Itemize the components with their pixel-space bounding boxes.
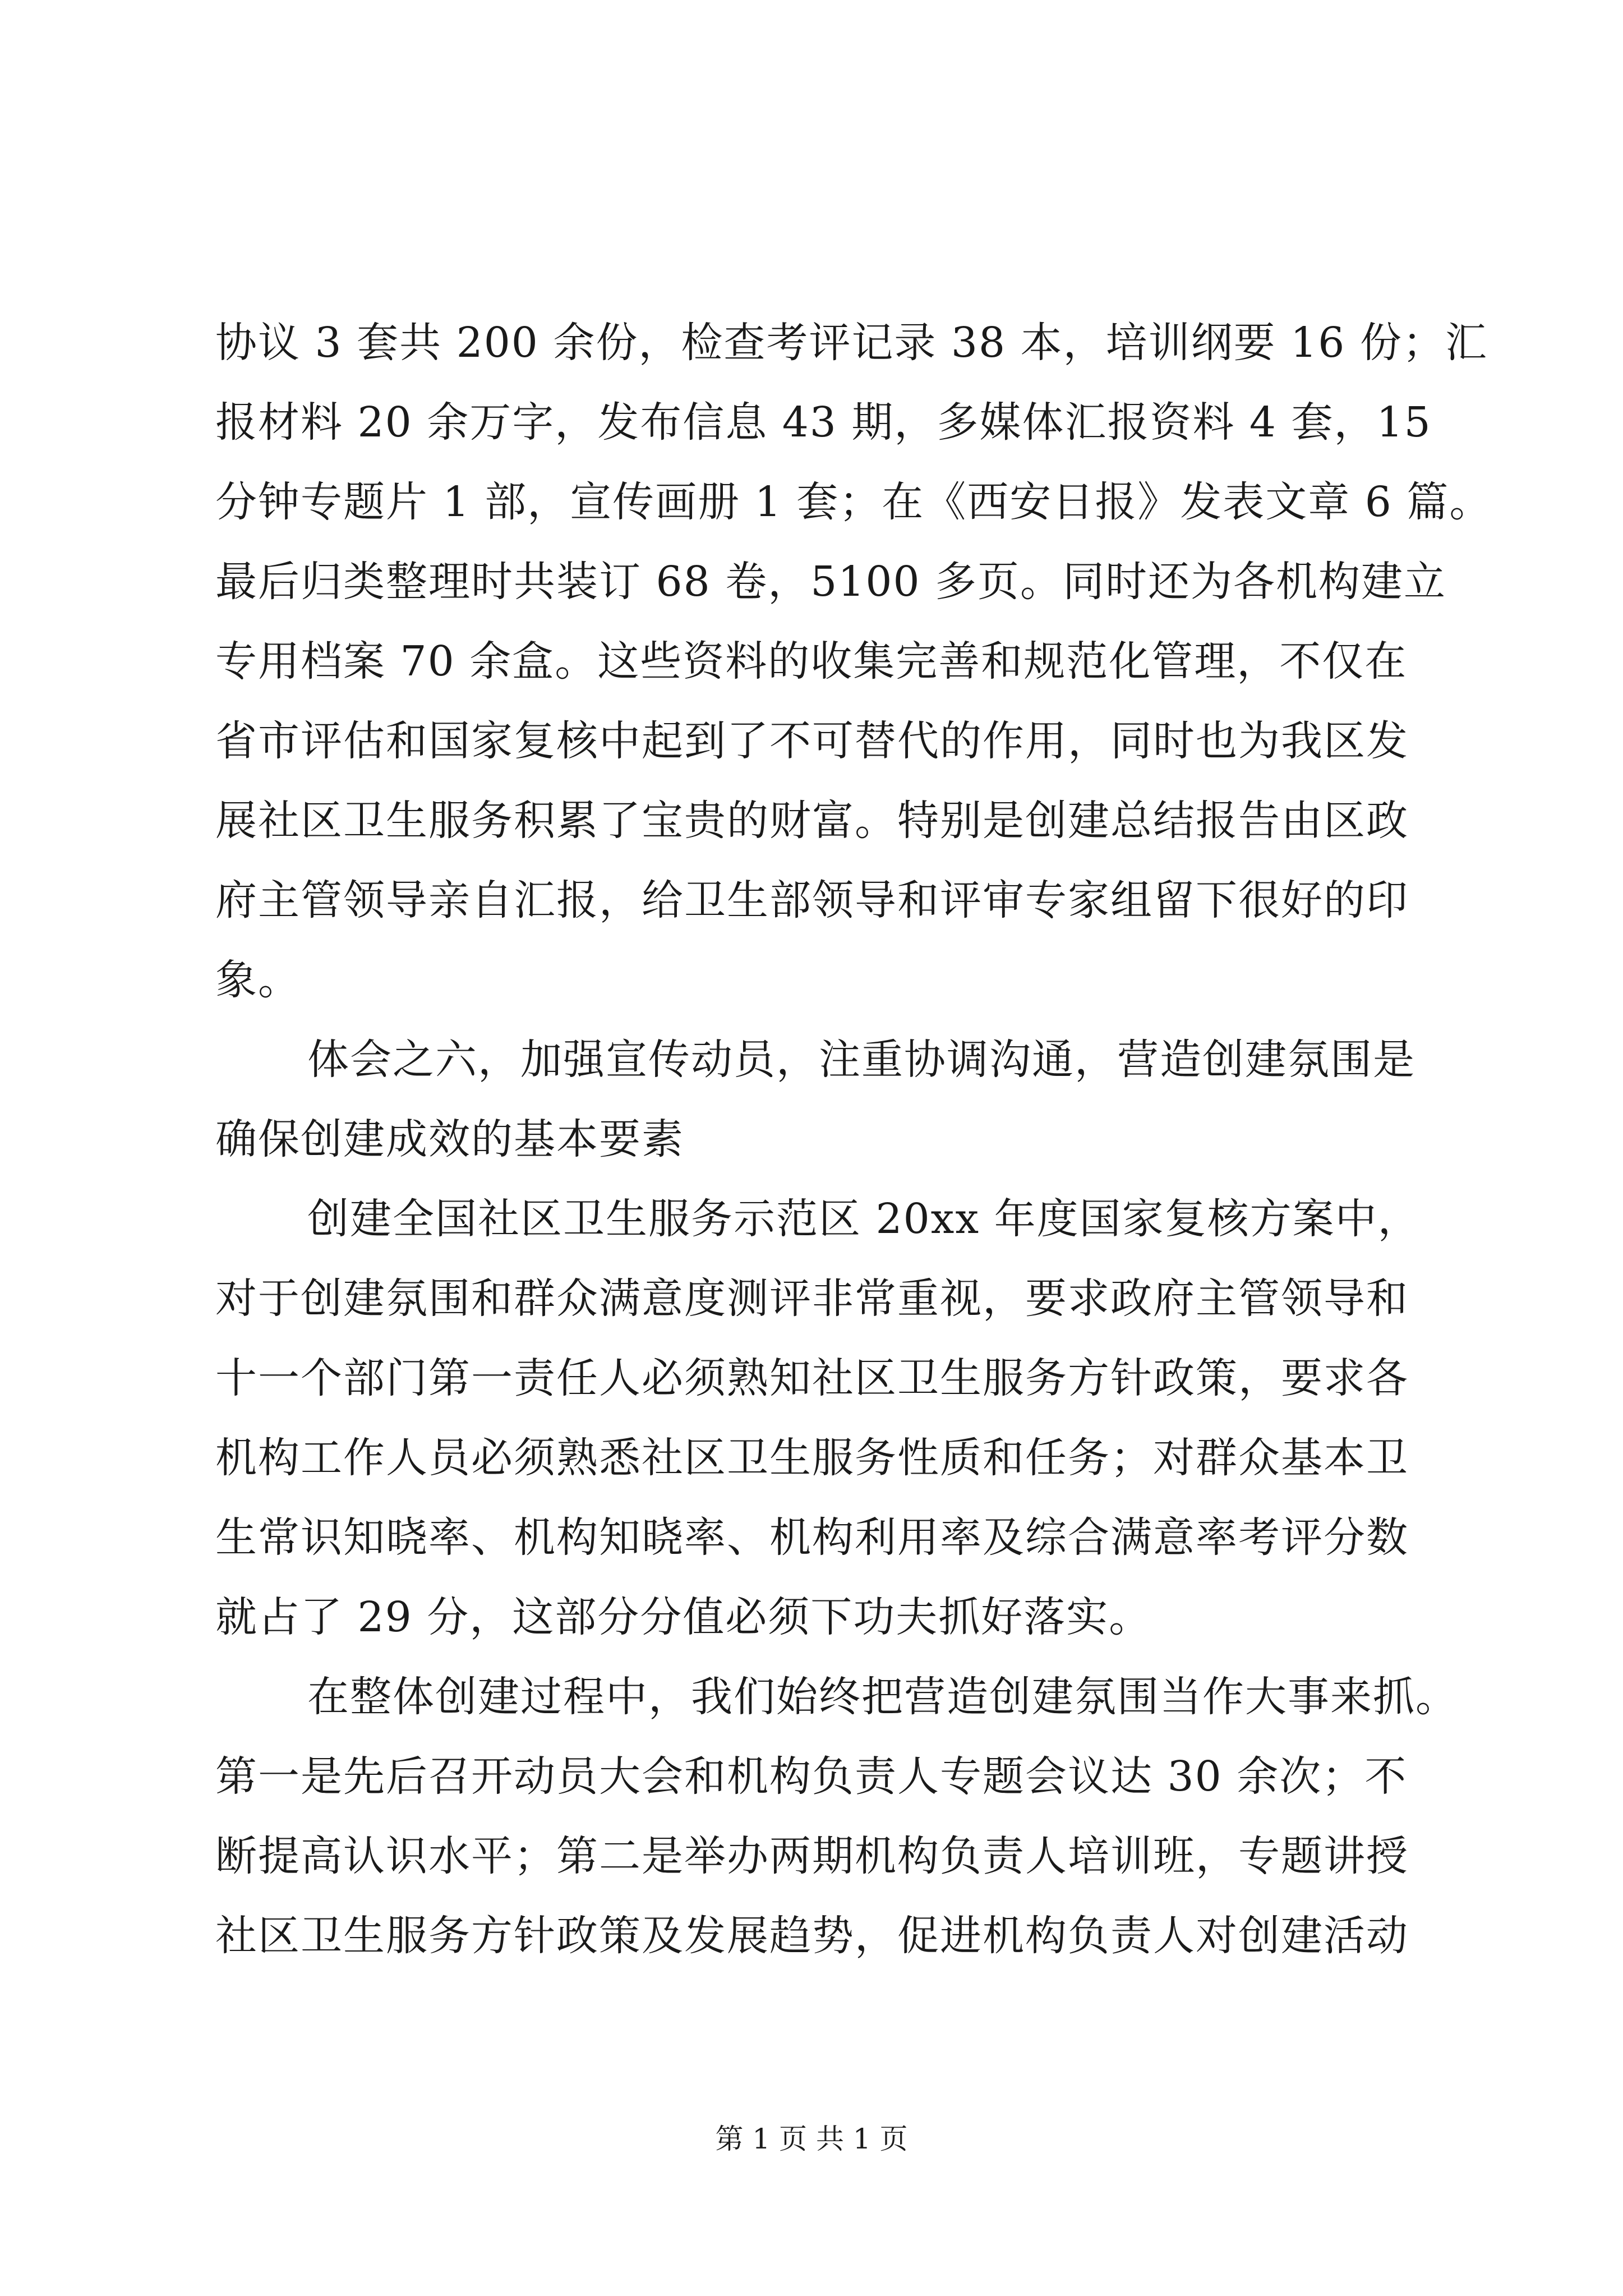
paragraph-materials <box>215 303 1492 1020</box>
document-body <box>215 303 1492 1976</box>
text-line: 就占了 29 分，这部分分值必须下功夫抓好落实。 <box>215 1593 1152 1641</box>
text-line: 对于创建氛围和群众满意度测评非常重视，要求政府主管领导和 <box>215 1274 1409 1323</box>
text-line: 专用档案 70 余盒。这些资料的收集完善和规范化管理，不仅在 <box>215 637 1408 685</box>
text-line: 第一是先后召开动员大会和机构负责人专题会议达 30 余次；不 <box>215 1752 1408 1801</box>
text-line: 分钟专题片 1 部，宣传画册 1 套；在《西安日报》发表文章 6 篇。 <box>215 478 1492 526</box>
text-line: 创建全国社区卫生服务示范区 20xx 年度国家复核方案中， <box>307 1195 1421 1243</box>
text-line: 协议 3 套共 200 余份，检查考评记录 38 本，培训纲要 16 份；汇 <box>215 319 1488 367</box>
text-line: 报材料 20 余万字，发布信息 43 期，多媒体汇报资料 4 套，15 <box>215 398 1432 447</box>
page-footer <box>0 2119 1623 2159</box>
text-line: 确保创建成效的基本要素 <box>215 1115 684 1163</box>
paragraph-atmosphere <box>215 1657 1488 1976</box>
text-line: 展社区卫生服务积累了宝贵的财富。特别是创建总结报告由区政 <box>215 797 1409 845</box>
text-line: 机构工作人员必须熟悉社区卫生服务性质和任务；对群众基本卫 <box>215 1434 1409 1482</box>
text-line: 象。 <box>215 956 301 1004</box>
text-line: 最后归类整理时共装订 68 卷，5100 多页。同时还为各机构建立 <box>215 558 1447 606</box>
text-line: 省市评估和国家复核中起到了不可替代的作用，同时也为我区发 <box>215 717 1409 765</box>
text-line: 生常识知晓率、机构知晓率、机构利用率及综合满意率考评分数 <box>215 1513 1409 1562</box>
section-heading <box>215 1020 1488 1179</box>
text-line: 在整体创建过程中，我们始终把营造创建氛围当作大事来抓。 <box>307 1673 1458 1721</box>
text-line: 断提高认识水平；第二是举办两期机构负责人培训班，专题讲授 <box>215 1832 1409 1880</box>
text-line: 十一个部门第一责任人必须熟知社区卫生服务方针政策，要求各 <box>215 1354 1409 1402</box>
paragraph-review-plan <box>215 1179 1488 1657</box>
text-line: 社区卫生服务方针政策及发展趋势，促进机构负责人对创建活动 <box>215 1912 1409 1960</box>
text-line: 府主管领导亲自汇报，给卫生部领导和评审专家组留下很好的印 <box>215 876 1409 924</box>
text-line: 体会之六，加强宣传动员，注重协调沟通，营造创建氛围是 <box>307 1036 1415 1084</box>
page-number: 第 1 页 共 1 页 <box>715 2123 908 2155</box>
